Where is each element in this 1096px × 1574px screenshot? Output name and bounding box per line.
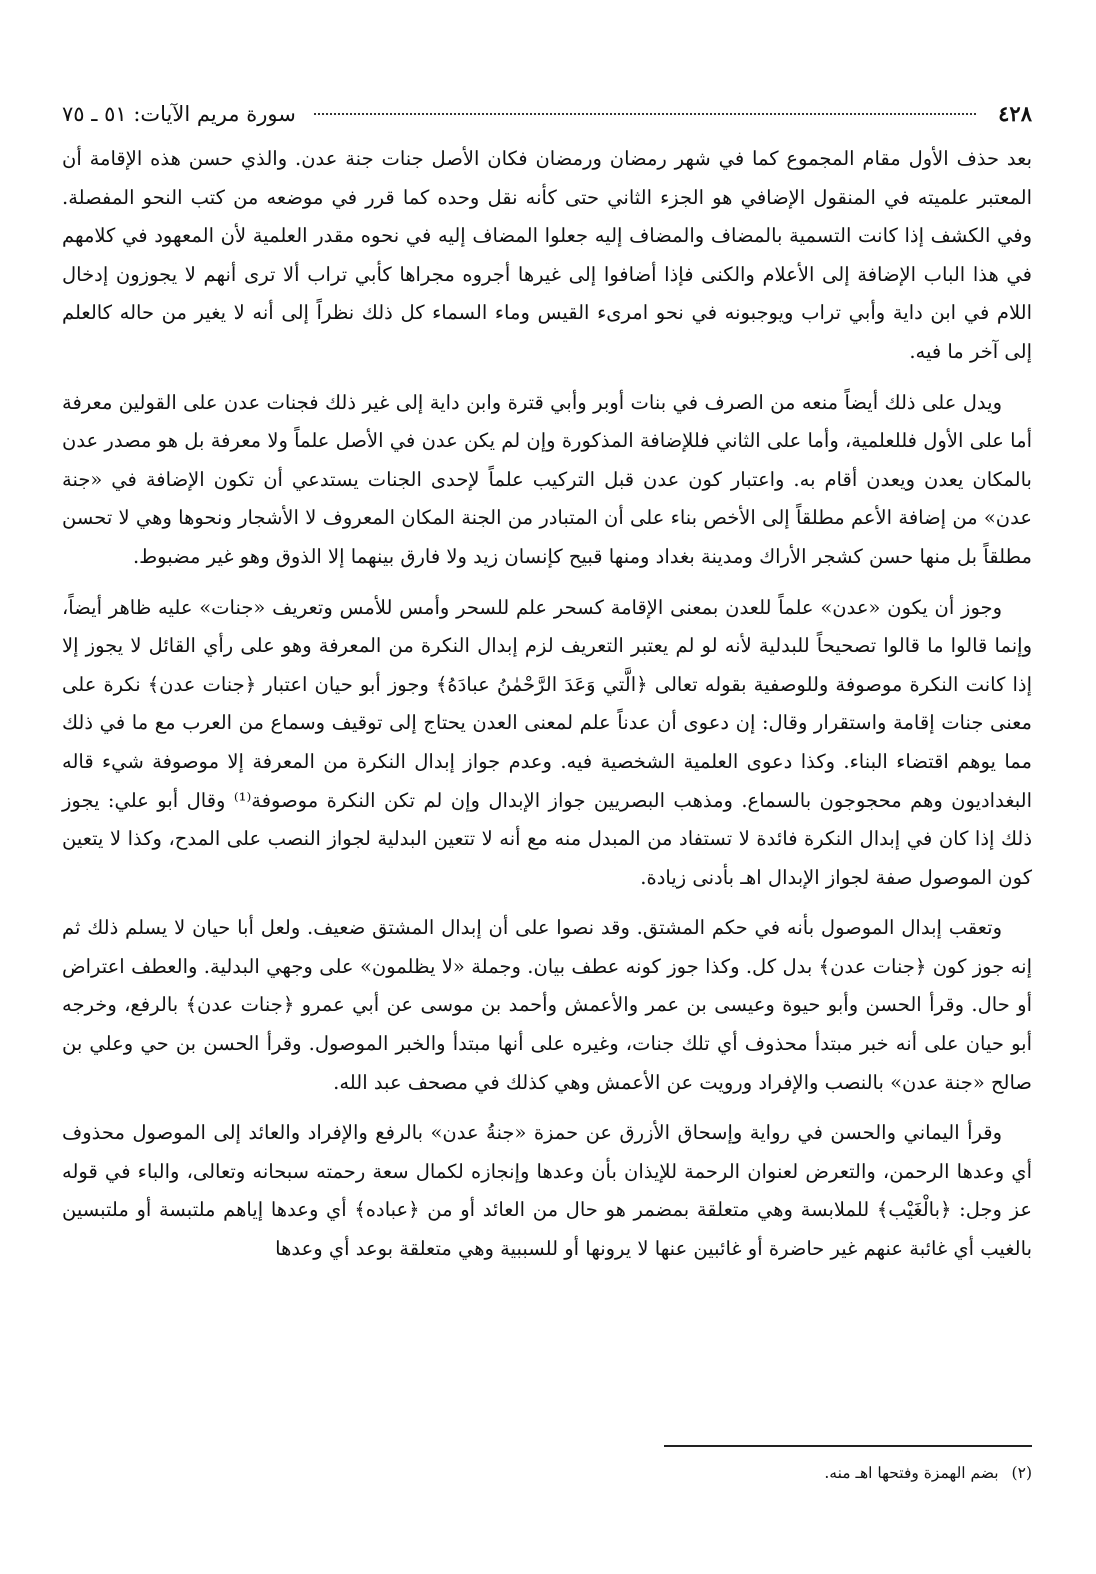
footnote-area	[62, 1445, 1032, 1487]
paragraph-1: بعد حذف الأول مقام المجموع كما في شهر رمضان ورمضان فكان الأصل جنات جنة عدن. والذي حسن هذه الإقامة أن المعتبر علميته في المنقول الإضافي هو الجزء الثاني حتى كأنه نقل وحده كما قرر في موضعه من كتب النحو المفصلة. وفي الكشف إذا كانت التسمية بالمضاف والمضاف إليه جعلوا المضاف إليه في نحوه مقدر العلمية لأن المعهود في كلامهم في هذا الباب الإضافة إلى الأعلام والكنى فإذا أضافوا إلى غيرها أجروه مجراها كأبي تراب ألا ترى أنهم لا يجوزون إدخال اللام في ابن داية وأبي تراب ويوجبونه في نحو امرىء القيس وماء السماء كل ذلك نظراً إلى أنه لا يغير من حاله كالعلم إلى آخر ما فيه.	[62, 147, 1032, 363]
paragraph-5: وقرأ اليماني والحسن في رواية وإسحاق الأزرق عن حمزة «جنةُ عدن» بالرفع والإفراد والعائد إلى الموصول محذوف أي وعدها الرحمن، والتعرض لعنوان الرحمة للإيذان بأن وعدها وإنجازه لكمال سعة رحمته سبحانه وتعالى، والباء في قوله عز وجل: ﴿بالْغَيْب﴾ للملابسة وهي متعلقة بمضمر هو حال من العائد أو من ﴿عباده﴾ أي وعدها إياهم ملتبسة أو ملتبسين بالغيب أي غائبة عنهم غير حاضرة أو غائبين عنها لا يرونها أو للسببية وهي متعلقة بوعد أي وعدها	[62, 1121, 1032, 1261]
header-title: سورة مريم الآيات: ٥١ ـ ٧٥	[62, 102, 296, 126]
body-text	[62, 140, 1032, 1269]
paragraph-4: وتعقب إبدال الموصول بأنه في حكم المشتق. وقد نصوا على أن إبدال المشتق ضعيف. ولعل أبا حيان لا يسلم ذلك ثم إنه جوز كون ﴿جنات عدن﴾ بدل كل. وكذا جوز كونه عطف بيان. وجملة «لا يظلمون» على وجهي البدلية. والعطف اعتراض أو حال. وقرأ الحسن وأبو حيوة وعيسى بن عمر والأعمش وأحمد بن موسى عن أبي عمرو ﴿جنات عدن﴾ بالرفع، وخرجه أبو حيان على أنه خبر مبتدأ محذوف أي تلك جنات، وغيره على أنها مبتدأ والخبر الموصول. وقرأ الحسن بن حي وعلي بن صالح «جنة عدن» بالنصب والإفراد ورويت عن الأعمش وهي كذلك في مصحف عبد الله.	[62, 916, 1032, 1094]
paragraph-2: ويدل على ذلك أيضاً منعه من الصرف في بنات أوبر وأبي قترة وابن داية إلى غير ذلك فجنات عدن على القولين معرفة أما على الأول فللعلمية، وأما على الثاني فللإضافة المذكورة وإن لم يكن عدن في الأصل علماً ولا معرفة بل هو مصدر عدن بالمكان يعدن ويعدن أقام به. واعتبار كون عدن قبل التركيب علماً لإحدى الجنات يستدعي أن تكون الإضافة في «جنة عدن» من إضافة الأعم مطلقاً إلى الأخص بناء على أن المتبادر من الجنة المكان المعروف لا الأشجار ونحوها وهي لا تحسن مطلقاً بل منها حسن كشجر الأراك ومدينة بغداد ومنها قبيح كإنسان زيد ولا فارق بينهما إلا الذوق وهو غير مضبوط.	[62, 390, 1032, 568]
header-dot-leader	[314, 113, 976, 115]
page-number: ٤٢٨	[998, 101, 1032, 126]
footnote-text: بضم الهمزة وفتحها اهـ منه.	[824, 1464, 999, 1482]
running-header	[62, 92, 1032, 136]
footnote-divider	[664, 1445, 1032, 1447]
footnote-marker: (٢)	[1011, 1464, 1032, 1482]
footnote	[62, 1459, 1032, 1487]
paragraph-3: وجوز أن يكون «عدن» علماً للعدن بمعنى الإقامة كسحر علم للسحر وأمس للأمس وتعريف «جنات» عليه ظاهر أيضاً، وإنما قالوا ما قالوا تصحيحاً للبدلية لأنه لو لم يعتبر التعريف لزم إبدال النكرة من المعرفة وهو على رأي القائل لا يجوز إلا إذا كانت النكرة موصوفة وللوصفية بقوله تعالى ﴿الَّتي وَعَدَ الرَّحْمٰنُ عبادَهُ﴾ وجوز أبو حيان اعتبار ﴿جنات عدن﴾ نكرة على معنى جنات إقامة واستقرار وقال: إن دعوى أن عدناً علم لمعنى العدن يحتاج إلى توقيف وسماع من العرب مع ما في ذلك مما يوهم اقتضاء البناء. وكذا دعوى العلمية الشخصية فيه. وعدم جواز إبدال النكرة من المعرفة إلا موصوفة شيء قاله البغداديون وهم محجوجون بالسماع. ومذهب البصريين جواز الإبدال وإن لم تكن النكرة موصوفة⁽¹⁾ وقال أبو علي: يجوز ذلك إذا كان في إبدال النكرة فائدة لا تستفاد من المبدل منه مع أنه لا تتعين البدلية لجواز النصب على المدح، وكذا لا يتعين كون الموصول صفة لجواز الإبدال اهـ بأدنى زيادة.	[62, 595, 1032, 889]
book-page	[62, 92, 1032, 1542]
